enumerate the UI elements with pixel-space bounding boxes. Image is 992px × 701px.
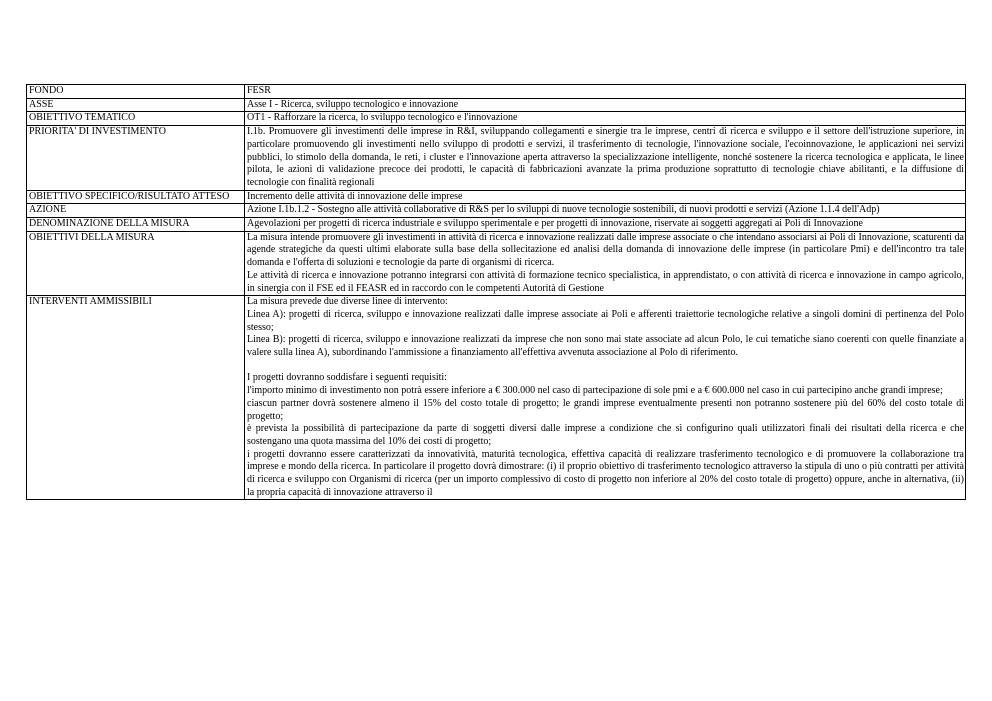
row-label: FONDO	[27, 85, 245, 99]
value-paragraph: Azione I.1b.1.2 - Sostegno alle attività collaborative di R&S per lo sviluppi di nuove tecnologie sostenibili, di nuovi prodotti e servizi (Azione 1.1.4 dell'Adp)	[247, 204, 880, 216]
row-value	[245, 85, 966, 99]
table-row	[27, 296, 966, 500]
table-row	[27, 204, 966, 218]
row-label: DENOMINAZIONE DELLA MISURA	[27, 218, 245, 232]
value-paragraph: Linea B): progetti di ricerca, sviluppo e innovazione realizzati da imprese che non sono mai state associate ad alcun Polo, le cui tematiche siano coerenti con quelle finanziate a valere sulla linea A), subordinando l'ammissione a finanziamento all'effettiva avvenuta associazione al Polo di riferimento.	[247, 334, 964, 359]
value-paragraph: Incremento delle attività di innovazione delle imprese	[247, 190, 463, 202]
value-paragraph: I.1b. Promuovere gli investimenti delle imprese in R&I, sviluppando collegamenti e sinergie tra le imprese, centri di ricerca e sviluppo e il settore dell'istruzione superiore, in particolare promuovendo gli investimenti nello sviluppo di prodotti e servizi, il trasferimento di tecnologie, l'innovazione sociale, l'ecoinnovazione, le applicazioni nei servizi pubblici, lo stimolo della domanda, le reti, i cluster e l'innovazione aperta attraverso la specializzazione intelligente, nonché sostenere la ricerca tecnologica e applicata, le linee pilota, le azioni di validazione precoce dei prodotti, le capacità di fabbricazioni avanzate la prima produzione soprattutto di tecnologie chiave abilitanti, e la diffusione di tecnologie con finalità regionali	[247, 126, 964, 188]
table-row	[27, 126, 966, 191]
value-paragraph	[247, 360, 964, 373]
value-paragraph: i progetti dovranno essere caratterizzati da innovatività, maturità tecnologica, effettiva capacità di realizzare trasferimento tecnologico e di promuovere la collaborazione tra imprese e mondo della ricerca. In particolare il progetto dovrà dimostrare: (i) il proprio obiettivo di trasferimento tecnologico attraverso la stipula di uno o più contratti per attività di ricerca e sviluppo con Organismi di ricerca (per un importo complessivo di costo di progetto non inferiore al 20% del costo totale di progetto) oppure, anche in alternativa, (ii) la propria capacità di innovazione attraverso il	[247, 448, 964, 498]
row-value	[245, 126, 966, 191]
value-paragraph: Le attività di ricerca e innovazione potranno integrarsi con attività di formazione tecnico specialistica, in apprendistato, o con attività di ricerca e innovazione in campo agricolo, in sinergia con il FSE ed il FEASR ed in raccordo con le competenti Autorità di Gestione	[247, 269, 964, 294]
value-paragraph: La misura prevede due diverse linee di intervento:	[247, 296, 448, 308]
row-label: OBIETTIVO TEMATICO	[27, 112, 245, 126]
measure-sheet-table	[26, 84, 966, 500]
row-value	[245, 112, 966, 126]
row-value	[245, 190, 966, 204]
value-paragraph: Asse I - Ricerca, sviluppo tecnologico e innovazione	[247, 98, 459, 110]
row-label: AZIONE	[27, 204, 245, 218]
row-value	[245, 296, 966, 500]
table-row	[27, 231, 966, 296]
value-paragraph: OT1 - Rafforzare la ricerca, lo sviluppo tecnologico e l'innovazione	[247, 112, 518, 124]
row-label: OBIETTIVO SPECIFICO/RISULTATO ATTESO	[27, 190, 245, 204]
value-paragraph: I progetti dovranno soddisfare i seguenti requisiti:	[247, 372, 447, 384]
row-label: PRIORITA' DI INVESTIMENTO	[27, 126, 245, 191]
value-paragraph: Linea A): progetti di ricerca, sviluppo e innovazione realizzati dalle imprese associate ai Poli e afferenti traiettorie tecnologiche relative a singoli domini di pertinenza del Polo stesso;	[247, 308, 964, 333]
value-paragraph: è prevista la possibilità di partecipazione da parte di soggetti diversi dalle imprese a condizione che si configurino quali utilizzatori finali dei risultati della ricerca e che sostengano una quota massima del 10% dei costi di progetto;	[247, 423, 964, 447]
row-value	[245, 231, 966, 296]
table-row	[27, 218, 966, 232]
row-value	[245, 218, 966, 232]
table-row	[27, 98, 966, 112]
row-label: ASSE	[27, 98, 245, 112]
value-paragraph: La misura intende promuovere gli investimenti in attività di ricerca e innovazione realizzati dalle imprese associate o che intendano associarsi ai Poli di Innovazione, scaturenti da agende strategiche da questi ultimi elaborate sulla base della sollecitazione ed analisi della domanda di innovazione delle imprese (in particolare Pmi) e dell'incontro tra tale domanda e l'offerta di soluzioni e tecnologie da parte di organismi di ricerca.	[247, 231, 964, 269]
value-paragraph: l'importo minimo di investimento non potrà essere inferiore a € 300.000 nel caso di partecipazione di sole pmi e a € 600.000 nel caso in cui partecipino anche grandi imprese;	[247, 385, 943, 397]
table-body	[27, 85, 966, 500]
value-paragraph: Agevolazioni per progetti di ricerca industriale e sviluppo sperimentale e per progetti di innovazione, riservate ai soggetti aggregati ai Poli di Innovazione	[247, 218, 863, 230]
row-label: INTERVENTI AMMISSIBILI	[27, 296, 245, 500]
row-label: OBIETTIVI DELLA MISURA	[27, 231, 245, 296]
value-paragraph: ciascun partner dovrà sostenere almeno il 15% del costo totale di progetto; le grandi imprese eventualmente presenti non potranno sostenere più del 60% del costo totale di progetto;	[247, 397, 964, 422]
table-row	[27, 85, 966, 99]
table-row	[27, 112, 966, 126]
row-value	[245, 98, 966, 112]
value-paragraph: FESR	[247, 85, 271, 96]
table-row	[27, 190, 966, 204]
row-value	[245, 204, 966, 218]
